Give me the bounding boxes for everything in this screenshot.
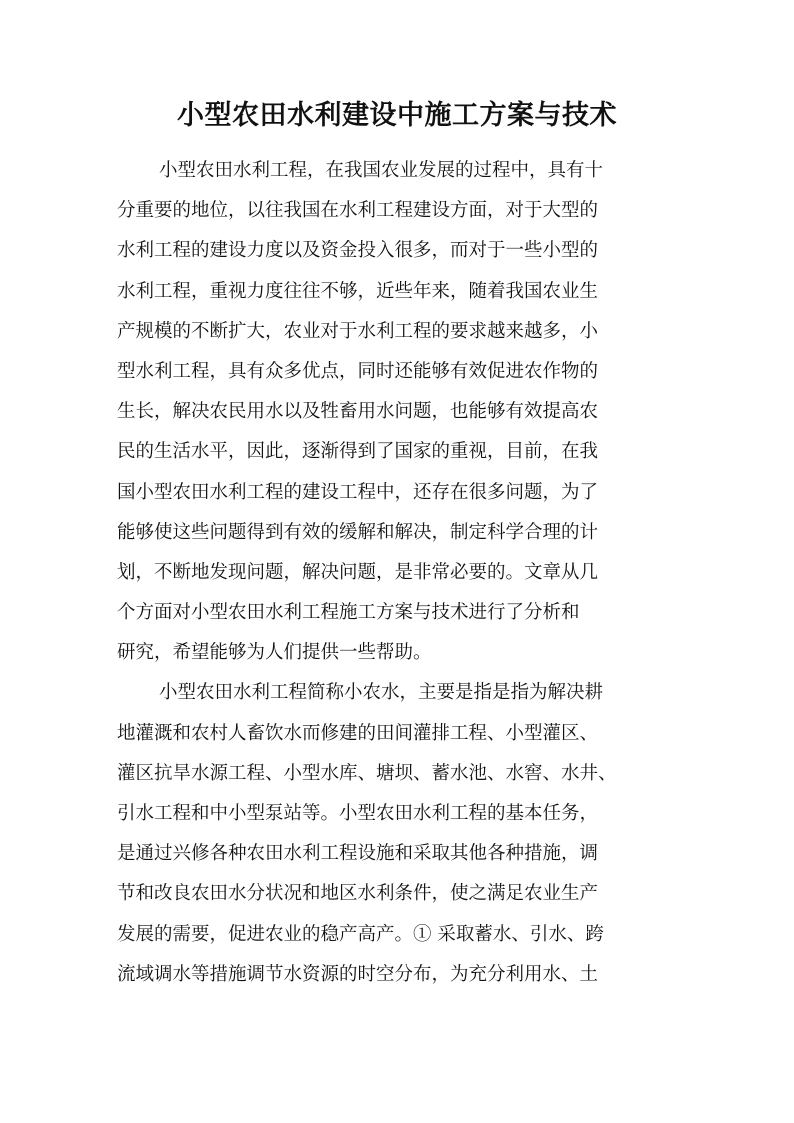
paragraph-line: 灌区抗旱水源工程、小型水库、塘坝、蓄水池、水窖、水井、 <box>117 762 617 784</box>
paragraph-line: 流域调水等措施调节水资源的时空分布，为充分利用水、土 <box>117 963 599 985</box>
paragraph-line: 小型农田水利工程，在我国农业发展的过程中，具有十 <box>159 160 604 181</box>
document-title: 小型农田水利建设中施工方案与技术 <box>177 100 617 131</box>
paragraph-1 <box>117 151 677 673</box>
paragraph-line: 分重要的地位，以往我国在水利工程建设方面，对于大型的 <box>117 200 599 222</box>
paragraph-line: 研究，希望能够为人们提供一些帮助。 <box>117 642 432 664</box>
paragraph-line: 引水工程和中小型泵站等。小型农田水利工程的基本任务， <box>117 803 599 824</box>
paragraph-line: 发展的需要，促进农业的稳产高产。① 采取蓄水、引水、跨 <box>117 923 604 945</box>
paragraph-line: 个方面对小型农田水利工程施工方案与技术进行了分析和 <box>117 602 580 624</box>
paragraph-line: 型水利工程，具有众多优点，同时还能够有效促进农作物的 <box>117 360 599 382</box>
paragraph-line: 生长，解决农民用水以及牲畜用水问题，也能够有效提高农 <box>117 401 599 423</box>
paragraph-line: 划，不断地发现问题，解决问题，是非常必要的。文章从几 <box>117 561 599 583</box>
paragraph-line: 是通过兴修各种农田水利工程设施和采取其他各种措施，调 <box>117 843 599 865</box>
paragraph-line: 水利工程，重视力度往往不够，近些年来，随着我国农业生 <box>117 280 599 302</box>
paragraph-line: 产规模的不断扩大，农业对于水利工程的要求越来越多，小 <box>117 320 599 342</box>
paragraph-line: 节和改良农田水分状况和地区水利条件，使之满足农业生产 <box>117 883 599 905</box>
paragraph-line: 民的生活水平，因此，逐渐得到了国家的重视，目前，在我 <box>117 441 599 463</box>
document-body <box>117 151 677 995</box>
paragraph-line: 国小型农田水利工程的建设工程中，还存在很多问题，为了 <box>117 481 599 503</box>
paragraph-line: 地灌溉和农村人畜饮水而修建的田间灌排工程、小型灌区、 <box>117 722 599 744</box>
paragraph-line: 小型农田水利工程简称小农水，主要是指是指为解决耕 <box>159 682 604 704</box>
paragraph-line: 能够使这些问题得到有效的缓解和解决，制定科学合理的计 <box>117 521 599 543</box>
paragraph-2 <box>117 673 677 995</box>
paragraph-line: 水利工程的建设力度以及资金投入很多，而对于一些小型的 <box>117 240 599 262</box>
